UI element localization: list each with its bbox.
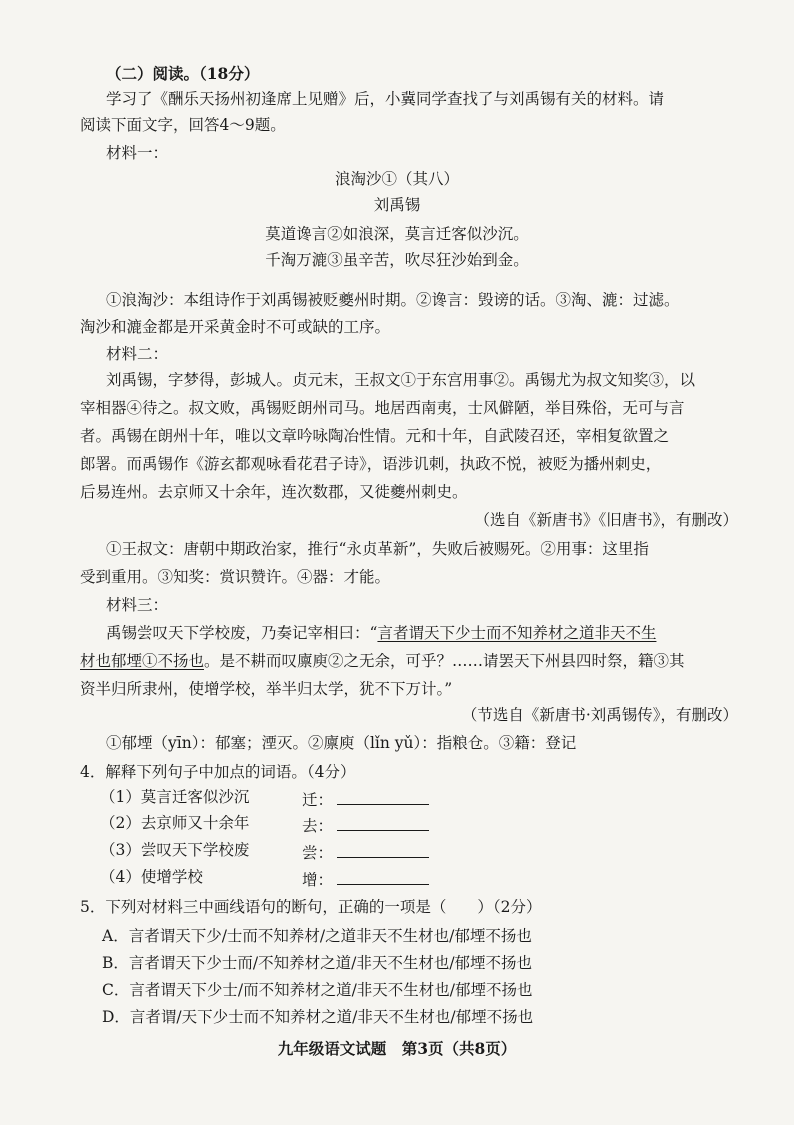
material3-source: （节选自《新唐书·刘禹锡传》，有删改）	[461, 706, 738, 724]
page-footer: 九年级语文试题 第3页（共8页）	[277, 1039, 517, 1058]
material2-source: （选自《新唐书》《旧唐书》，有删改）	[474, 511, 738, 529]
q4-item-answer	[302, 816, 429, 835]
material3-line-1	[106, 626, 656, 642]
q4-item-answer	[302, 870, 429, 889]
answer-blank[interactable]	[337, 843, 429, 858]
material2-line: 后易连州。去京师又十余年，连次数郡，又徙夔州刺史。	[80, 483, 468, 501]
material1-note-line-1: ①浪淘沙：本组诗作于刘禹锡被贬夔州时期。②谗言：毁谤的话。③淘、漉：过滤。	[106, 291, 680, 309]
material2-line: 郎署。而禹锡作《游玄都观咏看花君子诗》，语涉讥刺，执政不悦，被贬为播州刺史，	[80, 455, 662, 473]
underlined-sentence: 材也郁堙①不扬也	[80, 652, 205, 670]
intro-line-1: 学习了《酬乐天扬州初逢席上见赠》后，小冀同学查找了与刘禹锡有关的材料。请	[106, 90, 665, 108]
poem-title: 浪淘沙①（其八）	[334, 170, 459, 188]
material3-label: 材料三：	[106, 596, 169, 614]
q4-item-word: 去：	[302, 817, 334, 835]
q4-item-word: 增：	[302, 871, 334, 889]
material2-note-line-2: 受到重用。③知奖：赏识赞许。④器：才能。	[80, 568, 391, 586]
q5-option-c[interactable]: C．言者谓天下少士/而不知养材之道/非天不生材也/郁堙不扬也	[102, 981, 533, 999]
q4-item-sentence: （4）使增学校	[100, 868, 203, 886]
material1-label: 材料一：	[106, 144, 169, 162]
poem-author: 刘禹锡	[373, 196, 421, 214]
q5-option-a[interactable]: A．言者谓天下少/士而不知养材/之道非天不生材也/郁堙不扬也	[102, 927, 532, 945]
material2-line: 宰相器④待之。叔文败，禹锡贬朗州司马。地居西南夷，士风僻陋，举目殊俗，无可与言	[80, 399, 685, 417]
poem-line-1: 莫道谗言②如浪深，莫言迁客似沙沉。	[265, 225, 529, 243]
section-heading: （二）阅读。（18分）	[106, 64, 260, 83]
answer-blank[interactable]	[337, 790, 429, 805]
underlined-sentence: 言者谓天下少士而不知养材之道非天不生	[377, 624, 657, 642]
q4-item-answer	[302, 790, 429, 809]
q4-item-sentence: （2）去京师又十余年	[100, 814, 250, 832]
material3-line-2	[80, 654, 685, 670]
material2-line: 者。禹锡在朗州十年，唯以文章吟咏陶冶性情。元和十年，自武陵召还，宰相复欲置之	[80, 427, 670, 445]
material2-note-line-1: ①王叔文：唐朝中期政治家，推行“永贞革新”，失败后被赐死。②用事：这里指	[106, 540, 649, 558]
question-4-stem: 4．解释下列句子中加点的词语。（4分）	[80, 763, 356, 781]
material3-note: ①郁堙（yīn）：郁塞；湮灭。②廪庾（lǐn yǔ）：指粮仓。③籍：登记	[106, 734, 577, 752]
material2-label: 材料二：	[106, 345, 169, 363]
q4-item-sentence: （3）尝叹天下学校废	[100, 841, 250, 859]
question-5-stem: 5．下列对材料三中画线语句的断句，正确的一项是（ ）（2分）	[80, 898, 542, 916]
intro-line-2: 阅读下面文字，回答4～9题。	[80, 116, 286, 134]
q5-option-b[interactable]: B．言者谓天下少士而/不知养材之道/非天不生材也/郁堙不扬也	[102, 954, 533, 972]
q4-item-word: 迁：	[302, 791, 334, 809]
answer-blank[interactable]	[337, 816, 429, 831]
material3-line-2-text: 。是不耕而叹廪庾②之无余，可乎？……请罢天下州县四时祭，籍③其	[204, 652, 685, 670]
q5-option-d[interactable]: D．言者谓/天下少士而不知养材之道/非天不生材也/郁堙不扬也	[102, 1008, 534, 1026]
q4-item-answer	[302, 843, 429, 862]
poem-line-2: 千淘万漉③虽辛苦，吹尽狂沙始到金。	[265, 251, 529, 269]
material2-line: 刘禹锡，字梦得，彭城人。贞元末，王叔文①于东宫用事②。禹锡尤为叔文知奖③，以	[106, 371, 696, 389]
q4-item-sentence: （1）莫言迁客似沙沉	[100, 788, 250, 806]
q4-item-word: 尝：	[302, 844, 334, 862]
material1-note-line-2: 淘沙和漉金都是开采黄金时不可或缺的工序。	[80, 318, 391, 336]
material3-line-3: 资半归所隶州，使增学校，举半归太学，犹不下万计。”	[80, 680, 453, 698]
answer-blank[interactable]	[337, 870, 429, 885]
material3-line-1-text: 禹锡尝叹天下学校废，乃奏记宰相曰：“	[106, 624, 378, 642]
